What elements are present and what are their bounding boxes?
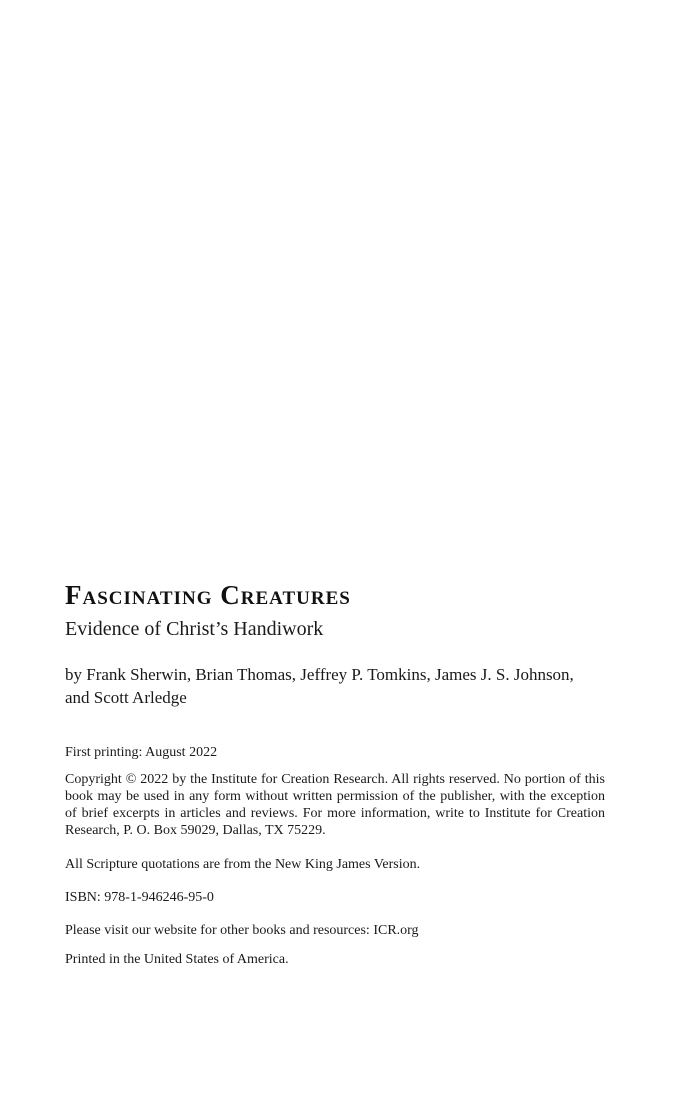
- book-title: Fascinating Creatures: [65, 580, 351, 610]
- scripture-note: All Scripture quotations are from the New King James Version.: [65, 857, 421, 872]
- website-note: Please visit our website for other books and resources: ICR.org: [65, 923, 419, 938]
- printed-in: Printed in the United States of America.: [65, 952, 289, 967]
- first-printing: First printing: August 2022: [65, 745, 218, 760]
- authors-line-1: by Frank Sherwin, Brian Thomas, Jeffrey P. Tomkins, James J. S. Johnson,: [65, 665, 574, 684]
- copyright-notice: Copyright © 2022 by the Institute for Creation Research. All rights reserved. No portion of this book may be used in any form without written permission of the publisher, with the exception of brief excerpts in articles and reviews. For more information, write to Institute for Creation Research, P. O. Box 59029, Dallas, TX 75229.: [65, 772, 605, 838]
- imprint-block: [65, 578, 605, 968]
- authors: [65, 663, 605, 709]
- authors-line-2: and Scott Arledge: [65, 688, 187, 707]
- isbn: ISBN: 978-1-946246-95-0: [65, 890, 214, 905]
- book-subtitle: Evidence of Christ’s Handiwork: [65, 618, 324, 640]
